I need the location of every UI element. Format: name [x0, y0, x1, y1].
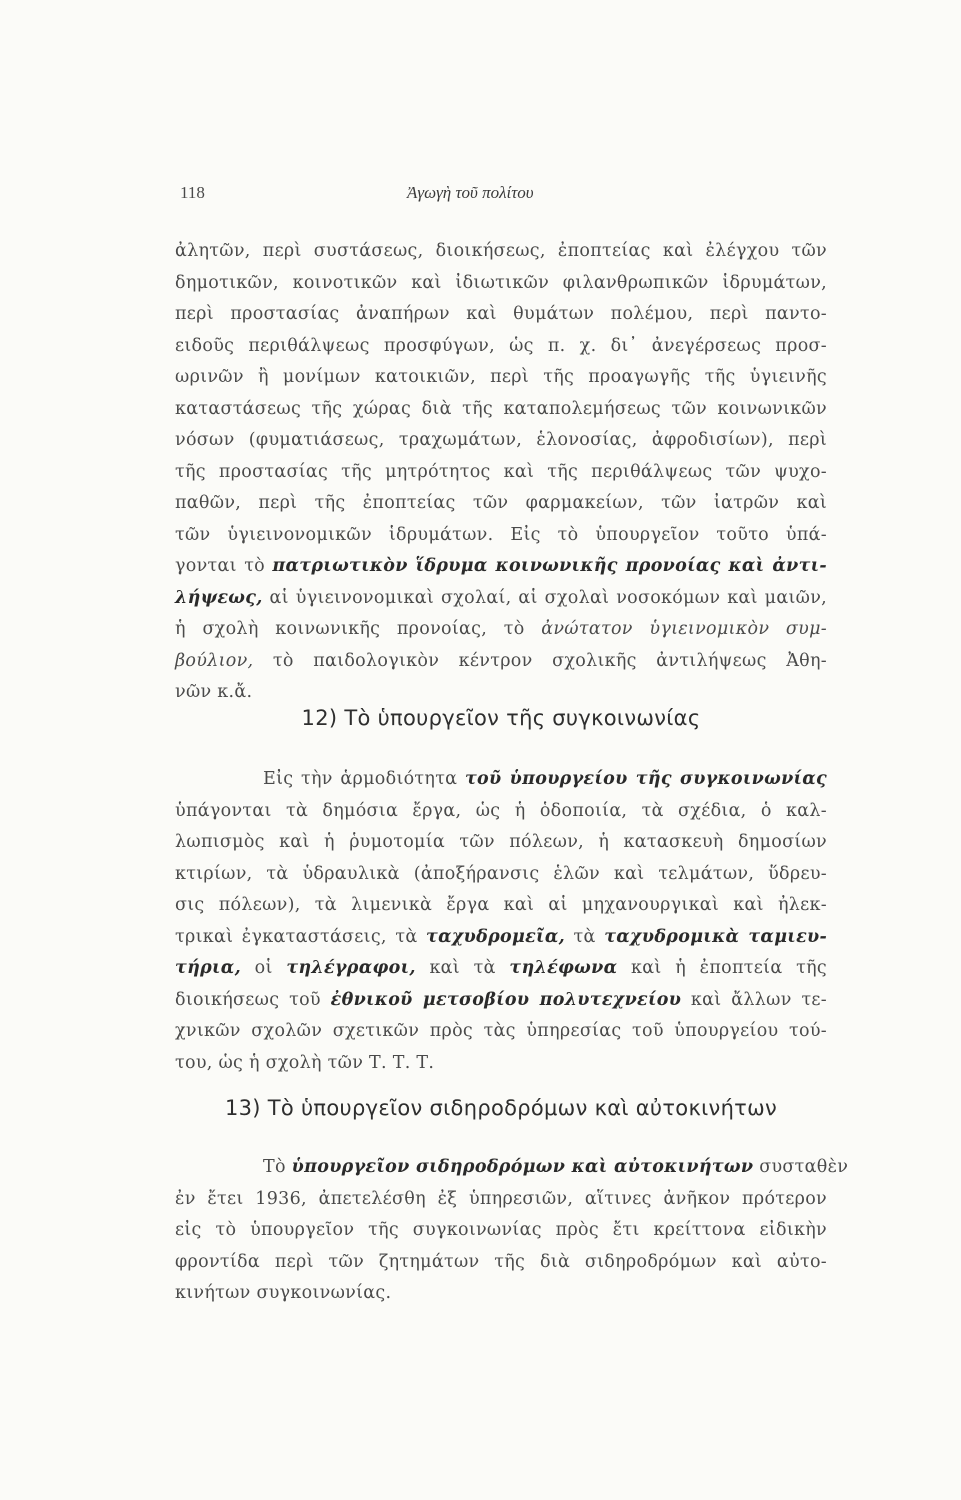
- text-span: ἡ σχολὴ κοινωνικῆς προνοίας, τὸ: [175, 619, 542, 639]
- emphasis-text: τήρια,: [175, 958, 241, 978]
- text-span: οἱ: [240, 958, 287, 978]
- text-span: Εἰς τὴν ἁρμοδιότητα: [263, 769, 465, 789]
- emphasis-text: ἐθνικοῦ μετσοβίου πολυτεχνείου: [330, 989, 682, 1010]
- paragraph-ministry-welfare-continued: [175, 236, 827, 709]
- text-line: δημοτικῶν, κοινοτικῶν καὶ ἰδιωτικῶν φιλανθρωπικῶν ἱδρυμάτων,: [175, 272, 827, 293]
- text-span: αἱ ὑγιεινονομικαὶ σχολαί, αἱ σχολαὶ νοσοκόμων καὶ μαιῶν,: [262, 587, 827, 608]
- text-line: ἐν ἔτει 1936, ἀπετελέσθη ἐξ ὑπηρεσιῶν, αἵτινες ἀνῆκον πρότερον: [175, 1188, 827, 1209]
- text-line: χνικῶν σχολῶν σχετικῶν πρὸς τὰς ὑπηρεσίας τοῦ ὑπουργείου τού-: [175, 1021, 827, 1041]
- text-span: τρικαὶ ἐγκαταστάσεις, τὰ: [175, 926, 427, 947]
- italic-text: ἀνώτατον ὑγιεινομικὸν συμ-: [541, 619, 827, 639]
- text-line: [175, 922, 827, 954]
- emphasis-text: λήψεως,: [175, 587, 263, 608]
- text-span: τὸ παιδολογικὸν κέντρον σχολικῆς ἀντιλήψεως Ἀθη-: [253, 650, 827, 671]
- text-line: εἰς τὸ ὑπουργεῖον τῆς συγκοινωνίας πρὸς ἔτι κρείττονα εἰδικὴν: [175, 1220, 827, 1240]
- italic-text: βούλιον,: [175, 650, 254, 671]
- text-line: καταστάσεως τῆς χώρας διὰ τῆς καταπολεμήσεως τῶν κοινωνικῶν: [175, 398, 827, 419]
- text-line: ὑπάγονται τὰ δημόσια ἔργα, ὡς ἡ ὁδοποιία, τὰ σχέδια, ὁ καλ-: [175, 800, 827, 821]
- emphasis-text: ὑπουργεῖον σιδηροδρόμων καὶ αὐτοκινήτων: [291, 1157, 754, 1177]
- text-span: Τὸ: [263, 1157, 292, 1177]
- emphasis-text: πατριωτικὸν ἵδρυμα κοινωνικῆς προνοίας καὶ ἀντι-: [272, 556, 827, 576]
- text-line: [175, 764, 827, 796]
- running-title: Ἀγωγὴ τοῦ πολίτου: [407, 183, 534, 202]
- text-line: [175, 551, 827, 583]
- text-line: [175, 614, 827, 646]
- text-line: ωρινῶν ἢ μονίμων κατοικιῶν, περὶ τῆς προαγωγῆς τῆς ὑγιεινῆς: [175, 367, 827, 387]
- text-line: παθῶν, περὶ τῆς ἐποπτείας τῶν φαρμακείων, τῶν ἰατρῶν καὶ: [175, 493, 827, 513]
- text-span: γονται τὸ: [175, 556, 273, 576]
- emphasis-text: τηλέφωνα: [509, 958, 618, 978]
- paragraph-ministry-railways: [175, 1152, 849, 1310]
- text-line: του, ὡς ἡ σχολὴ τῶν Τ. Τ. Τ.: [175, 1052, 435, 1073]
- text-line: ἀλητῶν, περὶ συστάσεως, διοικήσεως, ἐποπτείας καὶ ἐλέγχου τῶν: [175, 241, 827, 261]
- section-heading-13: 13) Τὸ ὑπουργεῖον σιδηροδρόμων καὶ αὐτοκινήτων: [224, 1096, 778, 1120]
- text-span: καὶ τὰ: [415, 958, 510, 978]
- text-span: συσταθὲν: [753, 1157, 849, 1177]
- text-line: τῶν ὑγιεινονομικῶν ἱδρυμάτων. Εἰς τὸ ὑπουργεῖον τοῦτο ὑπά-: [175, 524, 827, 545]
- text-line: περὶ προστασίας ἀναπήρων καὶ θυμάτων πολέμου, περὶ παντο-: [175, 304, 827, 324]
- text-line: [175, 985, 827, 1017]
- text-line: νόσων (φυματιάσεως, τραχωμάτων, ἑλονοσίας, ἀφροδισίων), περὶ: [175, 430, 827, 450]
- text-line: φροντίδα περὶ τῶν ζητημάτων τῆς διὰ σιδηροδρόμων καὶ αὐτο-: [175, 1251, 827, 1272]
- section-heading-12: 12) Τὸ ὑπουργεῖον τῆς συγκοινωνίας: [301, 706, 701, 730]
- emphasis-text: ταχυδρομεῖα,: [426, 926, 565, 947]
- text-line: [175, 1152, 849, 1184]
- emphasis-text: τοῦ ὑπουργείου τῆς συγκοινωνίας: [464, 769, 828, 789]
- text-span: τὰ: [564, 926, 605, 947]
- page-number: 118: [180, 183, 205, 202]
- text-line: [175, 583, 827, 615]
- text-line: [175, 953, 827, 985]
- text-line: σις πόλεων), τὰ λιμενικὰ ἔργα καὶ αἱ μηχανουργικαὶ καὶ ἠλεκ-: [175, 895, 827, 915]
- text-line: λωπισμὸς καὶ ἡ ῥυμοτομία τῶν πόλεων, ἡ κατασκευὴ δημοσίων: [175, 832, 827, 852]
- text-line: κινήτων συγκοινωνίας.: [175, 1283, 392, 1303]
- emphasis-text: ταχυδρομικὰ ταμιευ-: [604, 926, 828, 947]
- page-header: [175, 183, 835, 213]
- paragraph-ministry-communications: [175, 764, 827, 1079]
- text-line: [175, 646, 827, 678]
- text-span: καὶ ἡ ἐποπτεία τῆς: [617, 958, 827, 978]
- text-line: ειδοῦς περιθάλψεως προσφύγων, ὡς π. χ. δι᾽ ἀνεγέρσεως προσ-: [175, 335, 827, 356]
- text-line: τῆς προστασίας τῆς μητρότητος καὶ τῆς περιθάλψεως τῶν ψυχο-: [175, 461, 827, 482]
- text-line: νῶν κ.ἄ.: [175, 682, 253, 702]
- text-span: διοικήσεως τοῦ: [175, 989, 331, 1010]
- text-span: καὶ ἄλλων τε-: [681, 989, 828, 1010]
- emphasis-text: τηλέγραφοι,: [286, 958, 416, 978]
- text-line: κτιρίων, τὰ ὑδραυλικὰ (ἀποξήρανσις ἑλῶν καὶ τελμάτων, ὕδρευ-: [175, 863, 827, 884]
